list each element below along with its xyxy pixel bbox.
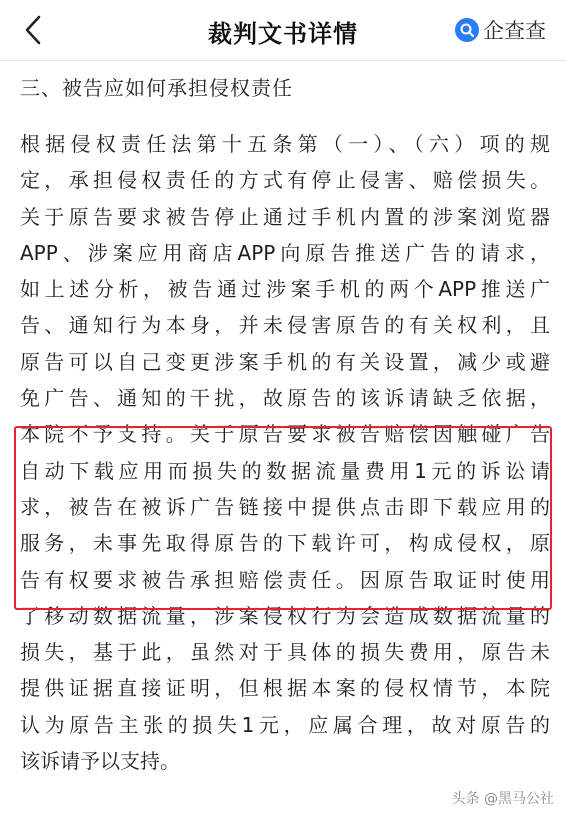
qcc-logo-icon — [455, 18, 479, 42]
header-divider — [0, 60, 566, 61]
paragraph-line: 了移动数据流量，涉案侵权行为会造成数据流量的 — [20, 603, 550, 628]
paragraph-line: 损失，基于此，虽然对于具体的损失费用，原告未 — [20, 640, 550, 665]
brand-name: 企查查 — [483, 19, 546, 43]
paragraph-line: 告、通知行为本身，并未侵害原告的有关权利，且 — [20, 313, 550, 338]
paragraph-line: APP、涉案应用商店APP向原告推送广告的请求， — [20, 240, 550, 265]
watermark: 头条 @黑马公社 — [451, 791, 554, 807]
paragraph-line: 求，被告在被诉广告链接中提供点击即下载应用的 — [20, 494, 550, 519]
paragraph-line: 服务，未事先取得原告的下载许可，构成侵权，原 — [20, 531, 550, 556]
paragraph-line: 根据侵权责任法第十五条第（一）、（六）项的规 — [20, 132, 550, 156]
paragraph-line: 原告可以自己变更涉案手机的有关设置，减少或避 — [20, 349, 550, 374]
paragraph-line: 提供证据直接证明，但根据本案的侵权情节，本院 — [20, 676, 550, 701]
page-title: 裁判文书详情 — [208, 20, 358, 48]
section-title: 三、被告应如何承担侵权责任 — [20, 76, 293, 100]
paragraph-line: 关于原告要求被告停止通过手机内置的涉案浏览器 — [20, 204, 550, 229]
paragraph-line: 该诉请予以支持。 — [20, 749, 180, 774]
brand-link[interactable] — [455, 16, 546, 44]
judgment-paragraph — [20, 126, 550, 779]
header-bar — [0, 0, 566, 60]
paragraph-line: 认为原告主张的损失1元，应属合理，故对原告的 — [20, 712, 550, 737]
paragraph-line: 定，承担侵权责任的方式有停止侵害、赔偿损失。 — [20, 168, 550, 193]
paragraph-line: 本院不予支持。关于原告要求被告赔偿因触碰广告 — [20, 422, 550, 447]
paragraph-line: 如上述分析，被告通过涉案手机的两个APP推送广 — [20, 277, 550, 302]
paragraph-line: 免广告、通知的干扰，故原告的该诉请缺乏依据， — [20, 386, 550, 411]
paragraph-line: 告有权要求被告承担赔偿责任。因原告取证时使用 — [20, 567, 550, 592]
paragraph-line: 自动下载应用而损失的数据流量费用1元的诉讼请 — [20, 458, 550, 483]
